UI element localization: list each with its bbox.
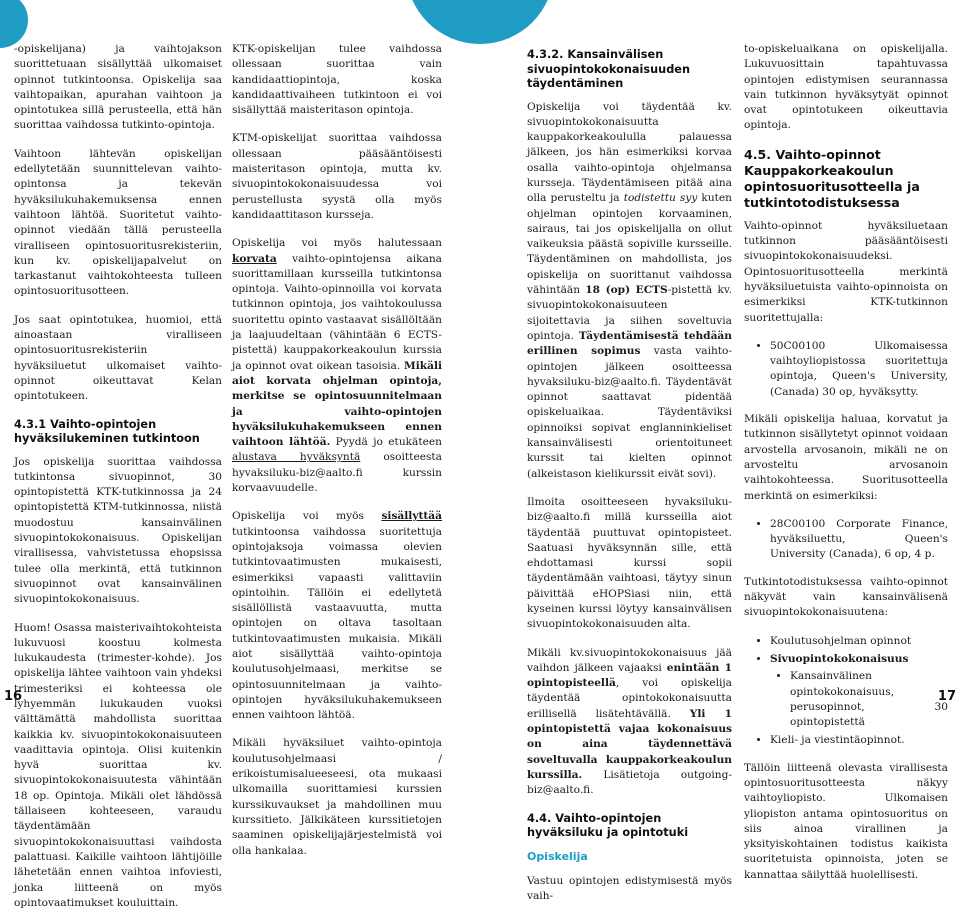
paragraph: Opiskelija voi myös sisällyttää tutkintoonsa vaihdossa suoritettuja opintojaksoja voimassa olevien tutkintovaatimusten mukaisesti, esimerkiksi vapaasti valittaviin opintoihin. Tällöin ei edellytetä sisällöllistä vastaavuutta, mutta opintojen on oltava tasoltaan tutkintovaatimusten mukaisia. Mikäli aiot sisällyttää vaihto-opintoja koulutusohjelmaasi, merkitse se opintosuunnitelmaan ja vaihto-opintojen hyväksilukuhakemukseen ennen vaihtoon lähtöä. (232, 509, 442, 723)
paragraph: Vastuu opintojen edistymisestä myös vaih- (527, 874, 732, 905)
paragraph: Mikäli kv.sivuopintokokonaisuus jää vaihdon jälkeen vajaaksi enintään 1 opintopisteellä, voi opiskelija täydentää opintokokonaisuutta erillisellä lisätehtävällä. Yli 1 opintopistettä vajaa kokonaisuus on aina täydennettävä soveltuvalla kauppakorkeakoulun kurssilla. Lisätietoja outgoing-biz@aalto.fi. (527, 646, 732, 799)
paragraph: Jos saat opintotukea, huomioi, että ainoastaan viralliseen opintosuoritusrekisteriin hyväksiluetut ulkomaiset vaihto-opinnot oikeuttavat Kelan opintotukeen. (14, 313, 222, 405)
paragraph: Mikäli opiskelija haluaa, korvatut ja tutkinnon sisällytetyt opinnot voidaan arvostella arvosanoin, mikäli ne on arvosteltu arvosanoin vaihtokohteessa. Suoritusotteella merkintä on esimerkiksi: (744, 412, 948, 504)
section-heading-4-5: 4.5. Vaihto-opinnot Kauppakorkeakoulun opintosuoritusotteella ja tutkintotodistuksessa (744, 147, 948, 211)
sub-list (770, 669, 948, 730)
paragraph: -opiskelijana) ja vaihtojakson suorittetuaan sisällyttää ulkomaiset opinnot tutkintoonsa. Opiskelija saa vaihtopaikan, apurahan vaihtoon ja opintotukea sillä perusteella, että hän suorittaa vaihdossa tutkinto-opintoja. (14, 42, 222, 134)
paragraph: Opiskelija voi myös halutessaan korvata vaihto-opintojensa aikana suorittamillaan kursseilla tutkintonsa opintoja. Vaihto-opinnoilla voi korvata tutkinnon opintoja, jos vaihtokoulussa suoritettu opinto vastaavat sisällöltään ja laajuudeltaan (vähintään 6 ECTS-pistettä) kauppakorkeakoulun kurssia ja opinnot ovat oikean tasoisia. Mikäli aiot korvata ohjelman opintoja, merkitse se opintosuunnitelmaan ja vaihto-opintojen hyväksilukuhakemukseen ennen vaihtoon lähtöä. Pyydä jo etukäteen alustava hyväksyntä osoitteesta hyvaksiluku-biz@aalto.fi kurssin korvaavuudelle. (232, 236, 442, 496)
subsection-heading-opiskelija: Opiskelija (527, 849, 732, 864)
right-page-column-1 (527, 42, 732, 904)
paragraph: Tällöin liitteenä olevasta virallisesta opintosuoritusotteesta näkyy vaihtoyliopisto. Ulkomaisen yliopiston antama opintosuoritus on siis ainoa virallinen ja yksityiskohtainen todistus kaikista suoritetuista opinnoista, joten se kannattaa säilyttää huolellisesti. (744, 761, 948, 883)
decorative-circle-center (406, 0, 554, 44)
list-item: • Koulutusohjelman opinnot (770, 634, 948, 649)
emphasis-sisallyttaa: sisällyttää (381, 510, 442, 522)
section-heading-4-4: 4.4. Vaihto-opintojen hyväksiluku ja opintotuki (527, 812, 732, 841)
example-list (744, 339, 948, 400)
list-item: • Kieli- ja viestintäopinnot. (770, 733, 948, 748)
paragraph: Vaihtoon lähtevän opiskelijan edellytetään suunnittelevan vaihto-opintonsa ja tekevän hyväksilukuhakemuksensa ennen vaihtoon lähtöä. Suoritetut vaihto-opinnot viedään tällä perusteella viralliseen opintosuoritusrekisteriin, kun kv. opiskelijapalvelut on tarkastanut vaihtokohteesta tulleen opintosuoritusotteen. (14, 147, 222, 300)
section-heading-4-3-1: 4.3.1 Vaihto-opintojen hyväksilukeminen tutkintoon (14, 418, 222, 447)
left-page-column-2 (232, 42, 442, 859)
paragraph: Ilmoita osoitteeseen hyvaksiluku-biz@aalto.fi millä kursseilla aiot täydentää puuttuvat opintopisteet. Saatuasi hyväksynnän sille, että ehdottamasi kurssi sopii täydentämään vaihtoasi, täytyy sinun päivittää eHOPSiasi niin, että kyseinen kurssi löytyy kansainvälisen sivuopintokokonaisuuden alta. (527, 495, 732, 633)
paragraph: Opiskelija voi täydentää kv. sivuopintokokonaisuutta kauppakorkeakoululla palauessa jälkeen, jos hän esimerkiksi korvaa osalla vaihto-opintoja ohjelmansa kursseja. Täydentämiseen pitää aina olla perusteltu ja todistettu syy kuten ohjelman opintojen korvaaminen, sairaus, tai jos opiskelijalla on ollut vaikeuksia päästä sopiville kursseille. Täydentäminen on mahdollista, jos opiskelija on suorittanut vaihdossa vähintään 18 (op) ECTS-pistettä kv. sivuopintokokonaisuuteen sijoitettavia ja siihen soveltuvia opintoja. Täydentämisestä tehdään erillinen sopimus vasta vaihto-opintojen jälkeen osoitteessa hyvaksiluku-biz@aalto.fi. Täydentävät opinnot saattavat pidentää opiskeluaikaa. Täydentäviksi opinnoiksi sopivat englanninkieliset kansainvälisesti orientoituneet kurssit tai kielten opinnot (alkeistason kielikurssit eivät sovi). (527, 100, 732, 482)
paragraph: to-opiskeluaikana on opiskelijalla. Lukuvuosittain tapahtuvassa opintojen edistymisen seurannassa vain tutkinnon hyväksytyät opinnot ovat opintotukeen oikeuttavia opintoja. (744, 42, 948, 134)
paragraph: KTK-opiskelijan tulee vaihdossa ollessaan suorittaa vain kandidaattiopintoja, koska kandidaattivaiheen tutkintoon ei voi sisällyttää maisteritason opintoja. (232, 42, 442, 118)
emphasis-korvata: korvata (232, 253, 277, 265)
emphasis-note: Mikäli aiot korvata ohjelman opintoja, merkitse se opintosuunnitelmaan ja vaihto-opintojen hyväksilukuhakemukseen ennen vaihtoon lähtöä. (232, 360, 442, 448)
list-item: • Sivuopintokokonaisuus • Kansainvälinen opintokokonaisuus, perusopinnot, 30 opintopistettä (770, 652, 948, 730)
left-page-column-1 (14, 42, 222, 911)
page-number-right: 17 (938, 689, 956, 704)
decorative-circle-left (0, 0, 28, 48)
diploma-structure-list (744, 634, 948, 749)
page-number-left: 16 (4, 689, 22, 704)
example-list (744, 517, 948, 563)
paragraph: Mikäli hyväksiluet vaihto-opintoja koulutusohjelmaasi / erikoistumisalueeseesi, ota mukaasi ulkomailla suorittamiesi kurssien kurssikuvaukset ja mahdollinen muu kurssitieto. Jälkikäteen kurssitietojen saaminen opiskelijajärjestelmistä voi olla hankalaa. (232, 736, 442, 858)
paragraph: Vaihto-opinnot hyväksiluetaan tutkinnon pääsääntöisesti sivuopintokokonaisuudeksi. Opintosuoritusotteella merkintä hyväksiluetuista vaihto-opinnoista on esimerkiksi KTK-tutkinnon suoritettujalla: (744, 219, 948, 326)
list-item: • Kansainvälinen opintokokonaisuus, perusopinnot, 30 opintopistettä (790, 669, 948, 730)
right-page-column-2 (744, 42, 948, 883)
list-item: • 50C00100 Ulkomaisessa vaihtoyliopistossa suoritettuja opintoja, Queen's University, (Canada) 30 op, hyväksytty. (770, 339, 948, 400)
paragraph: Jos opiskelija suorittaa vaihdossa tutkintonsa sivuopinnot, 30 opintopistettä KTK-tutkinnossa ja 24 opintopistettä KTM-tutkinnossa, niistä muodostuu kansainvälinen sivuopintokokonaisuus. Opiskelijan virallisessa, vahvistetussa ehopsissa tulee olla merkintä, että tutkinnon sivuopinnot ovat kansainvälinen sivuopintokokonaisuus. (14, 455, 222, 608)
paragraph: KTM-opiskelijat suorittaa vaihdossa ollessaan pääsääntöisesti maisteritason opintoja, mutta kv. sivuopintokokonaisuudessa voi perustellusta syystä olla myös kandidaattitason kursseja. (232, 131, 442, 223)
section-heading-4-3-2: 4.3.2. Kansainvälisen sivuopintokokonaisuuden täydentäminen (527, 48, 732, 92)
paragraph: Tutkintotodistuksessa vaihto-opinnot näkyvät vain kansainvälisenä sivuopintokokonaisuutena: (744, 575, 948, 621)
paragraph: Huom! Osassa maisterivaihtokohteista lukuvuosi koostuu kolmesta lukukaudesta (trimester-kohde). Jos opiskelija lähtee vaihtoon vain yhdeksi trimesteriksi ei kohteessa ole lyhyemmän lukukauden vuoksi välttämättä mahdollista suorittaa kaikkia kv. sivuopintokokonaisuuteen vaadittavia opintoja. Olisi kuitenkin hyvä suorittaa kv. sivuopintokokonaisuutesta vähintään 18 op. Opintoja. Mikäli olet lähdössä tällaiseen kohteeseen, varaudu täydentämään sivuopintokokonaisuuttasi vaihdosta palattuasi. Kaikille vaihtoon lähtijöille lähetetään ennen vaihtoa infoviesti, jonka liitteenä on myös opintovaatimukset kouluittain. (14, 621, 222, 911)
list-item: • 28C00100 Corporate Finance, hyväksiluettu, Queen's University (Canada), 6 op, 4 p. (770, 517, 948, 563)
